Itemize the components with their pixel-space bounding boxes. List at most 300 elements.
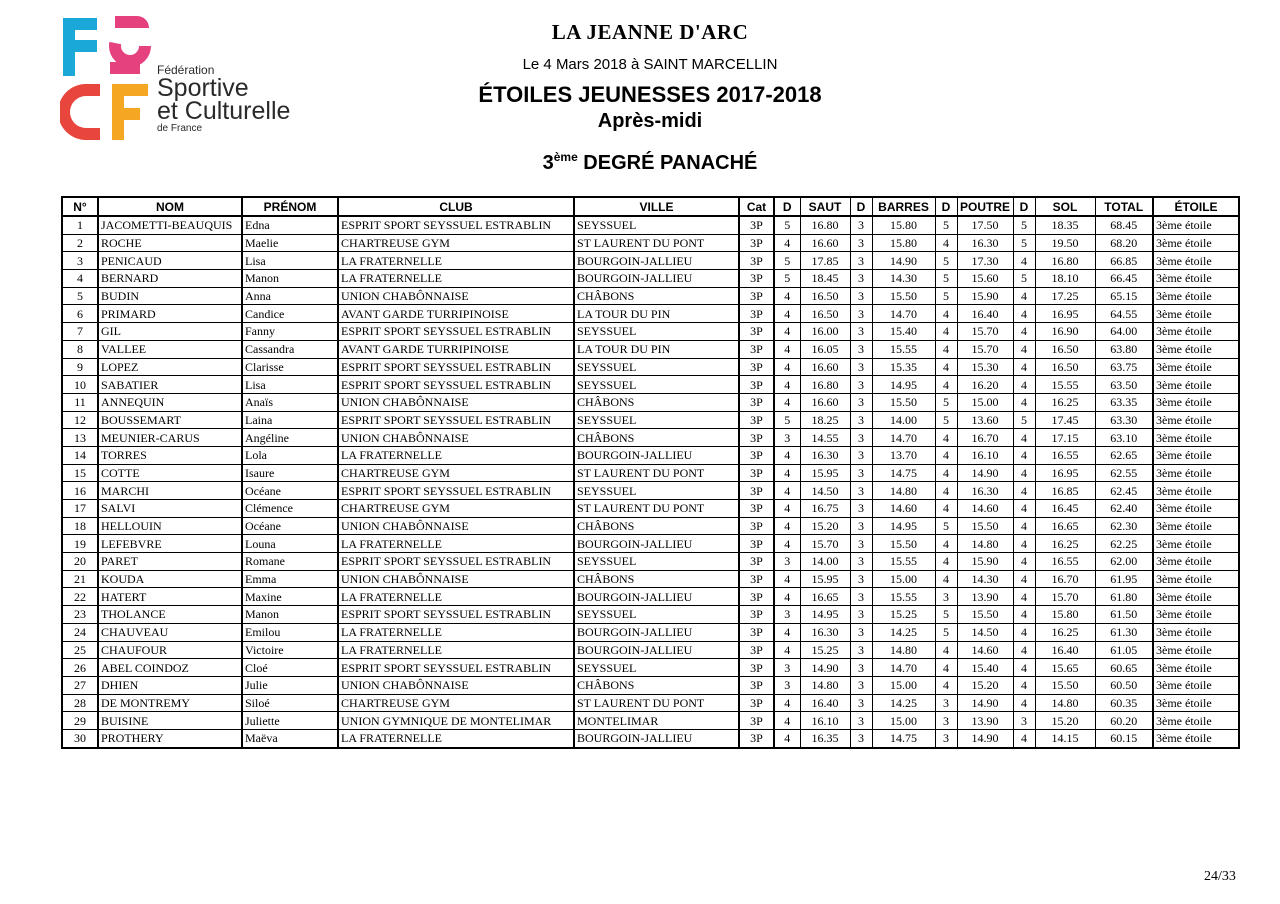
cell-d-sol: 5: [1013, 216, 1035, 234]
cell-d-sol: 4: [1013, 358, 1035, 376]
cell-sol: 16.50: [1035, 358, 1095, 376]
cell-d-poutre: 4: [935, 641, 957, 659]
cell-club: UNION GYMNIQUE DE MONTELIMAR: [338, 712, 574, 730]
cell-cat: 3P: [739, 305, 774, 323]
cell-cat: 3P: [739, 588, 774, 606]
cell-barres: 15.80: [872, 216, 935, 234]
cell-d-barres: 3: [850, 411, 872, 429]
cell-rank: 3: [62, 252, 98, 270]
cell-d-sol: 5: [1013, 234, 1035, 252]
cell-d-poutre: 5: [935, 393, 957, 411]
cell-sol: 16.70: [1035, 570, 1095, 588]
cell-d-poutre: 5: [935, 287, 957, 305]
cell-nom: MARCHI: [98, 482, 242, 500]
cell-d-poutre: 5: [935, 623, 957, 641]
cell-cat: 3P: [739, 659, 774, 677]
cell-cat: 3P: [739, 376, 774, 394]
cell-club: ESPRIT SPORT SEYSSUEL ESTRABLIN: [338, 358, 574, 376]
cell-barres: 14.75: [872, 729, 935, 747]
cell-poutre: 15.00: [957, 393, 1013, 411]
cell-ville: LA TOUR DU PIN: [574, 305, 739, 323]
cell-cat: 3P: [739, 729, 774, 747]
cell-d-poutre: 4: [935, 676, 957, 694]
cell-etoile: 3ème étoile: [1153, 234, 1239, 252]
cell-sol: 18.35: [1035, 216, 1095, 234]
cell-poutre: 14.90: [957, 464, 1013, 482]
cell-barres: 14.95: [872, 517, 935, 535]
cell-rank: 17: [62, 500, 98, 518]
cell-total: 64.55: [1095, 305, 1153, 323]
table-row: [62, 376, 1239, 394]
cell-d-barres: 3: [850, 623, 872, 641]
column-header-barres: BARRES: [872, 197, 935, 216]
cell-sol: 17.45: [1035, 411, 1095, 429]
cell-total: 63.75: [1095, 358, 1153, 376]
cell-club: AVANT GARDE TURRIPINOISE: [338, 305, 574, 323]
cell-poutre: 15.70: [957, 340, 1013, 358]
cell-d-barres: 3: [850, 570, 872, 588]
cell-d-saut: 4: [774, 446, 800, 464]
column-header-d-saut: D: [774, 197, 800, 216]
cell-etoile: 3ème étoile: [1153, 659, 1239, 677]
cell-prenom: Océane: [242, 517, 338, 535]
cell-d-sol: 4: [1013, 676, 1035, 694]
cell-rank: 14: [62, 446, 98, 464]
cell-d-poutre: 4: [935, 305, 957, 323]
cell-ville: SEYSSUEL: [574, 482, 739, 500]
cell-total: 60.50: [1095, 676, 1153, 694]
cell-barres: 14.90: [872, 252, 935, 270]
cell-prenom: Angéline: [242, 429, 338, 447]
cell-sol: 17.15: [1035, 429, 1095, 447]
cell-poutre: 16.30: [957, 482, 1013, 500]
cell-prenom: Louna: [242, 535, 338, 553]
cell-prenom: Cloé: [242, 659, 338, 677]
column-header-etoile: ÉTOILE: [1153, 197, 1239, 216]
cell-club: UNION CHABÔNNAISE: [338, 393, 574, 411]
column-header-d-sol: D: [1013, 197, 1035, 216]
cell-etoile: 3ème étoile: [1153, 553, 1239, 571]
cell-nom: GIL: [98, 323, 242, 341]
cell-d-poutre: 5: [935, 606, 957, 624]
cell-sol: 18.10: [1035, 270, 1095, 288]
cell-cat: 3P: [739, 429, 774, 447]
cell-d-sol: 4: [1013, 464, 1035, 482]
column-header-ville: VILLE: [574, 197, 739, 216]
cell-barres: 14.70: [872, 659, 935, 677]
cell-d-poutre: 4: [935, 358, 957, 376]
cell-etoile: 3ème étoile: [1153, 676, 1239, 694]
cell-d-saut: 3: [774, 606, 800, 624]
table-row: [62, 694, 1239, 712]
cell-etoile: 3ème étoile: [1153, 606, 1239, 624]
cell-nom: BERNARD: [98, 270, 242, 288]
cell-sol: 15.80: [1035, 606, 1095, 624]
cell-ville: BOURGOIN-JALLIEU: [574, 535, 739, 553]
cell-d-sol: 5: [1013, 411, 1035, 429]
cell-saut: 16.80: [800, 376, 850, 394]
cell-d-saut: 4: [774, 535, 800, 553]
cell-saut: 16.65: [800, 588, 850, 606]
cell-nom: CHAUVEAU: [98, 623, 242, 641]
cell-etoile: 3ème étoile: [1153, 411, 1239, 429]
cell-prenom: Victoire: [242, 641, 338, 659]
cell-cat: 3P: [739, 216, 774, 234]
cell-ville: CHÂBONS: [574, 676, 739, 694]
column-header-club: CLUB: [338, 197, 574, 216]
column-header-cat: Cat: [739, 197, 774, 216]
cell-d-barres: 3: [850, 676, 872, 694]
table-row: [62, 270, 1239, 288]
cell-barres: 15.00: [872, 676, 935, 694]
cell-d-sol: 4: [1013, 393, 1035, 411]
cell-prenom: Juliette: [242, 712, 338, 730]
table-header-row: [62, 197, 1239, 216]
cell-etoile: 3ème étoile: [1153, 694, 1239, 712]
cell-saut: 16.50: [800, 305, 850, 323]
cell-ville: CHÂBONS: [574, 517, 739, 535]
cell-club: CHARTREUSE GYM: [338, 500, 574, 518]
cell-d-saut: 4: [774, 305, 800, 323]
cell-nom: VALLEE: [98, 340, 242, 358]
cell-barres: 14.25: [872, 694, 935, 712]
cell-d-saut: 4: [774, 393, 800, 411]
cell-d-barres: 3: [850, 376, 872, 394]
cell-d-saut: 4: [774, 570, 800, 588]
cell-barres: 14.75: [872, 464, 935, 482]
cell-etoile: 3ème étoile: [1153, 252, 1239, 270]
cell-etoile: 3ème étoile: [1153, 340, 1239, 358]
table-row: [62, 570, 1239, 588]
cell-d-sol: 4: [1013, 323, 1035, 341]
cell-total: 61.30: [1095, 623, 1153, 641]
cell-rank: 16: [62, 482, 98, 500]
cell-d-saut: 3: [774, 553, 800, 571]
cell-ville: ST LAURENT DU PONT: [574, 464, 739, 482]
cell-rank: 24: [62, 623, 98, 641]
cell-barres: 15.80: [872, 234, 935, 252]
cell-d-barres: 3: [850, 464, 872, 482]
cell-nom: LOPEZ: [98, 358, 242, 376]
cell-club: CHARTREUSE GYM: [338, 464, 574, 482]
cell-etoile: 3ème étoile: [1153, 500, 1239, 518]
cell-total: 60.15: [1095, 729, 1153, 747]
cell-d-barres: 3: [850, 270, 872, 288]
cell-sol: 15.70: [1035, 588, 1095, 606]
cell-etoile: 3ème étoile: [1153, 270, 1239, 288]
cell-ville: SEYSSUEL: [574, 216, 739, 234]
cell-saut: 16.30: [800, 623, 850, 641]
cell-saut: 16.10: [800, 712, 850, 730]
cell-ville: SEYSSUEL: [574, 358, 739, 376]
cell-rank: 21: [62, 570, 98, 588]
cell-d-sol: 4: [1013, 500, 1035, 518]
cell-d-barres: 3: [850, 216, 872, 234]
cell-poutre: 14.60: [957, 641, 1013, 659]
cell-saut: 17.85: [800, 252, 850, 270]
cell-saut: 14.80: [800, 676, 850, 694]
cell-ville: BOURGOIN-JALLIEU: [574, 641, 739, 659]
cell-nom: PARET: [98, 553, 242, 571]
cell-nom: KOUDA: [98, 570, 242, 588]
cell-nom: LEFEBVRE: [98, 535, 242, 553]
cell-nom: TORRES: [98, 446, 242, 464]
cell-barres: 14.60: [872, 500, 935, 518]
cell-d-barres: 3: [850, 659, 872, 677]
cell-d-poutre: 4: [935, 659, 957, 677]
cell-poutre: 15.70: [957, 323, 1013, 341]
cell-ville: CHÂBONS: [574, 287, 739, 305]
table-row: [62, 464, 1239, 482]
cell-prenom: Anna: [242, 287, 338, 305]
cell-poutre: 14.90: [957, 694, 1013, 712]
cell-poutre: 15.90: [957, 553, 1013, 571]
date-place: Le 4 Mars 2018 à SAINT MARCELLIN: [522, 56, 778, 73]
cell-total: 68.45: [1095, 216, 1153, 234]
cell-d-barres: 3: [850, 553, 872, 571]
cell-d-sol: 4: [1013, 305, 1035, 323]
cell-sol: 15.55: [1035, 376, 1095, 394]
cell-poutre: 14.80: [957, 535, 1013, 553]
cell-nom: PROTHERY: [98, 729, 242, 747]
cell-nom: ANNEQUIN: [98, 393, 242, 411]
cell-poutre: 15.90: [957, 287, 1013, 305]
cell-d-poutre: 4: [935, 376, 957, 394]
cell-saut: 16.40: [800, 694, 850, 712]
cell-d-sol: 4: [1013, 729, 1035, 747]
cell-total: 62.30: [1095, 517, 1153, 535]
cell-prenom: Maelie: [242, 234, 338, 252]
cell-prenom: Lisa: [242, 376, 338, 394]
cell-d-sol: 4: [1013, 252, 1035, 270]
cell-rank: 8: [62, 340, 98, 358]
cell-poutre: 14.60: [957, 500, 1013, 518]
cell-saut: 16.60: [800, 393, 850, 411]
cell-sol: 16.80: [1035, 252, 1095, 270]
cell-poutre: 13.90: [957, 712, 1013, 730]
cell-prenom: Lola: [242, 446, 338, 464]
cell-d-poutre: 4: [935, 340, 957, 358]
cell-saut: 16.50: [800, 287, 850, 305]
cell-nom: DE MONTREMY: [98, 694, 242, 712]
cell-total: 62.40: [1095, 500, 1153, 518]
cell-sol: 15.20: [1035, 712, 1095, 730]
cell-rank: 29: [62, 712, 98, 730]
cell-nom: THOLANCE: [98, 606, 242, 624]
cell-cat: 3P: [739, 234, 774, 252]
cell-saut: 16.05: [800, 340, 850, 358]
cell-sol: 17.25: [1035, 287, 1095, 305]
cell-ville: BOURGOIN-JALLIEU: [574, 623, 739, 641]
cell-sol: 16.95: [1035, 305, 1095, 323]
cell-poutre: 15.50: [957, 517, 1013, 535]
cell-total: 68.20: [1095, 234, 1153, 252]
cell-sol: 15.50: [1035, 676, 1095, 694]
cell-sol: 16.90: [1035, 323, 1095, 341]
cell-barres: 14.70: [872, 429, 935, 447]
cell-rank: 2: [62, 234, 98, 252]
cell-d-poutre: 3: [935, 729, 957, 747]
cell-prenom: Manon: [242, 270, 338, 288]
cell-d-saut: 5: [774, 270, 800, 288]
cell-club: CHARTREUSE GYM: [338, 234, 574, 252]
cell-prenom: Isaure: [242, 464, 338, 482]
cell-cat: 3P: [739, 482, 774, 500]
cell-saut: 15.95: [800, 570, 850, 588]
cell-d-barres: 3: [850, 429, 872, 447]
cell-nom: SABATIER: [98, 376, 242, 394]
table-row: [62, 323, 1239, 341]
cell-club: LA FRATERNELLE: [338, 270, 574, 288]
table-row: [62, 446, 1239, 464]
table-row: [62, 340, 1239, 358]
table-body: [62, 216, 1239, 748]
table-row: [62, 641, 1239, 659]
cell-rank: 19: [62, 535, 98, 553]
cell-rank: 9: [62, 358, 98, 376]
cell-total: 62.25: [1095, 535, 1153, 553]
cell-saut: 16.35: [800, 729, 850, 747]
cell-rank: 25: [62, 641, 98, 659]
cell-club: LA FRATERNELLE: [338, 623, 574, 641]
cell-prenom: Emilou: [242, 623, 338, 641]
cell-club: ESPRIT SPORT SEYSSUEL ESTRABLIN: [338, 411, 574, 429]
cell-d-poutre: 4: [935, 535, 957, 553]
cell-club: UNION CHABÔNNAISE: [338, 429, 574, 447]
cell-saut: 16.60: [800, 358, 850, 376]
logo-line-2: Sportive: [157, 74, 249, 102]
cell-prenom: Siloé: [242, 694, 338, 712]
table-row: [62, 429, 1239, 447]
cell-d-barres: 3: [850, 517, 872, 535]
cell-d-barres: 3: [850, 234, 872, 252]
cell-club: ESPRIT SPORT SEYSSUEL ESTRABLIN: [338, 606, 574, 624]
cell-prenom: Clarisse: [242, 358, 338, 376]
cell-etoile: 3ème étoile: [1153, 729, 1239, 747]
cell-sol: 16.40: [1035, 641, 1095, 659]
table-row: [62, 623, 1239, 641]
cell-ville: SEYSSUEL: [574, 553, 739, 571]
cell-d-saut: 4: [774, 482, 800, 500]
cell-d-saut: 4: [774, 588, 800, 606]
cell-d-saut: 5: [774, 252, 800, 270]
cell-barres: 14.30: [872, 270, 935, 288]
cell-d-saut: 4: [774, 234, 800, 252]
cell-nom: PENICAUD: [98, 252, 242, 270]
cell-nom: PRIMARD: [98, 305, 242, 323]
cell-rank: 5: [62, 287, 98, 305]
cell-ville: ST LAURENT DU PONT: [574, 694, 739, 712]
cell-poutre: 16.70: [957, 429, 1013, 447]
cell-d-saut: 3: [774, 659, 800, 677]
cell-poutre: 16.30: [957, 234, 1013, 252]
cell-cat: 3P: [739, 641, 774, 659]
cell-d-barres: 3: [850, 305, 872, 323]
cell-poutre: 15.30: [957, 358, 1013, 376]
cell-etoile: 3ème étoile: [1153, 376, 1239, 394]
cell-d-saut: 4: [774, 340, 800, 358]
cell-total: 61.05: [1095, 641, 1153, 659]
cell-d-sol: 4: [1013, 553, 1035, 571]
table-row: [62, 287, 1239, 305]
cell-club: UNION CHABÔNNAISE: [338, 517, 574, 535]
cell-d-poutre: 4: [935, 429, 957, 447]
cell-poutre: 13.60: [957, 411, 1013, 429]
cell-total: 63.30: [1095, 411, 1153, 429]
cell-d-barres: 3: [850, 482, 872, 500]
cell-d-poutre: 4: [935, 553, 957, 571]
cell-prenom: Océane: [242, 482, 338, 500]
cell-sol: 16.25: [1035, 393, 1095, 411]
table-row: [62, 606, 1239, 624]
cell-d-poutre: 4: [935, 500, 957, 518]
cell-poutre: 14.50: [957, 623, 1013, 641]
cell-barres: 14.95: [872, 376, 935, 394]
cell-d-saut: 4: [774, 641, 800, 659]
cell-total: 66.45: [1095, 270, 1153, 288]
cell-d-poutre: 4: [935, 464, 957, 482]
cell-prenom: Julie: [242, 676, 338, 694]
cell-sol: 16.25: [1035, 535, 1095, 553]
cell-rank: 1: [62, 216, 98, 234]
cell-d-saut: 4: [774, 694, 800, 712]
cell-prenom: Maxine: [242, 588, 338, 606]
cell-poutre: 15.40: [957, 659, 1013, 677]
cell-saut: 16.30: [800, 446, 850, 464]
cell-club: LA FRATERNELLE: [338, 641, 574, 659]
cell-nom: SALVI: [98, 500, 242, 518]
column-header-saut: SAUT: [800, 197, 850, 216]
cell-d-saut: 4: [774, 287, 800, 305]
cell-cat: 3P: [739, 393, 774, 411]
cell-cat: 3P: [739, 553, 774, 571]
cell-ville: SEYSSUEL: [574, 659, 739, 677]
cell-cat: 3P: [739, 323, 774, 341]
cell-nom: CHAUFOUR: [98, 641, 242, 659]
column-header-nom: NOM: [98, 197, 242, 216]
column-header-rank: N°: [62, 197, 98, 216]
cell-nom: HATERT: [98, 588, 242, 606]
cell-etoile: 3ème étoile: [1153, 623, 1239, 641]
cell-total: 65.15: [1095, 287, 1153, 305]
column-header-d-poutre: D: [935, 197, 957, 216]
cell-ville: BOURGOIN-JALLIEU: [574, 588, 739, 606]
cell-etoile: 3ème étoile: [1153, 570, 1239, 588]
cell-barres: 15.50: [872, 535, 935, 553]
cell-prenom: Emma: [242, 570, 338, 588]
cell-d-saut: 4: [774, 323, 800, 341]
club-title: LA JEANNE D'ARC: [551, 20, 749, 44]
cell-d-sol: 4: [1013, 429, 1035, 447]
cell-d-barres: 3: [850, 252, 872, 270]
session-label: Après-midi: [597, 110, 703, 132]
cell-d-poutre: 5: [935, 216, 957, 234]
table-row: [62, 411, 1239, 429]
cell-d-poutre: 4: [935, 446, 957, 464]
cell-d-barres: 3: [850, 323, 872, 341]
cell-total: 66.85: [1095, 252, 1153, 270]
cell-cat: 3P: [739, 570, 774, 588]
cell-ville: BOURGOIN-JALLIEU: [574, 270, 739, 288]
cell-d-barres: 3: [850, 694, 872, 712]
cell-d-saut: 5: [774, 411, 800, 429]
cell-d-poutre: 5: [935, 270, 957, 288]
cell-total: 62.00: [1095, 553, 1153, 571]
cell-rank: 12: [62, 411, 98, 429]
cell-etoile: 3ème étoile: [1153, 446, 1239, 464]
level-number: 3: [542, 152, 554, 174]
cell-d-sol: 4: [1013, 623, 1035, 641]
